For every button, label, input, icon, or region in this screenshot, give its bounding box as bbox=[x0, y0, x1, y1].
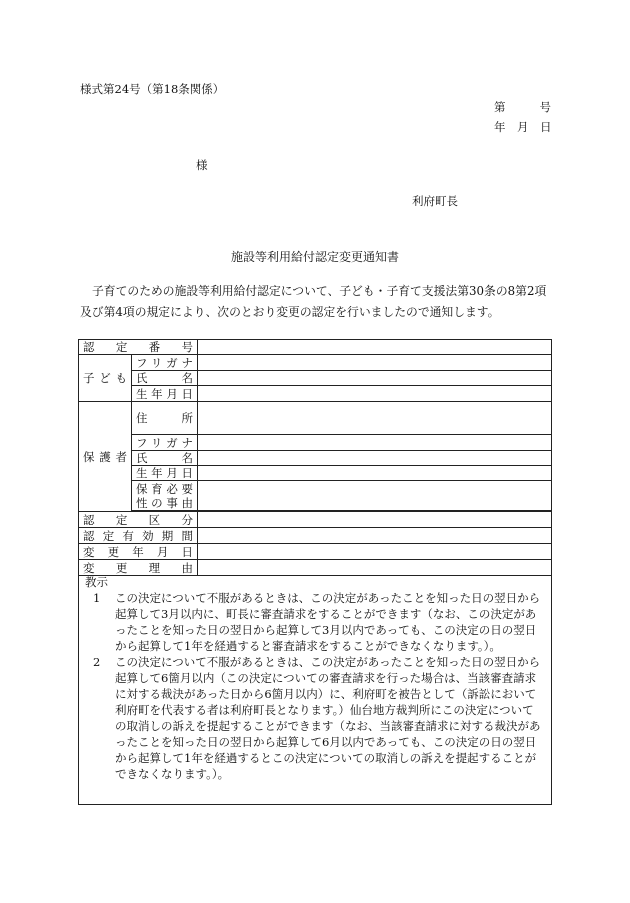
guardian-name-value bbox=[198, 451, 552, 466]
notes-section bbox=[78, 572, 552, 805]
child-birthdate-value bbox=[198, 386, 552, 402]
child-birthdate-label: 生年月日 bbox=[132, 386, 198, 402]
table-row bbox=[79, 371, 552, 386]
care-reason-label-line2: 性の事由 bbox=[136, 495, 193, 510]
table-row bbox=[79, 435, 552, 451]
guardian-birthdate-value bbox=[198, 466, 552, 481]
document-number-suffix: 号 bbox=[539, 100, 551, 114]
child-furigana-value bbox=[198, 355, 552, 371]
table-row bbox=[79, 402, 552, 435]
guardian-birthdate-label: 生年月日 bbox=[132, 466, 198, 481]
guardian-address-value bbox=[198, 402, 552, 435]
table-row bbox=[79, 451, 552, 466]
change-date-label: 変 更 年 月 日 bbox=[79, 544, 198, 560]
notes-heading: 教示 bbox=[85, 575, 108, 589]
note-item bbox=[93, 654, 543, 782]
guardian-name-label: 氏 名 bbox=[132, 451, 198, 466]
care-reason-value bbox=[198, 481, 552, 511]
care-reason-label-line1: 保育必要 bbox=[136, 481, 193, 496]
valid-period-value bbox=[198, 528, 552, 544]
note-number: 1 bbox=[93, 591, 101, 605]
document-number-prefix: 第 bbox=[494, 100, 506, 114]
table-row bbox=[79, 528, 552, 544]
table-row bbox=[79, 386, 552, 402]
note-number: 2 bbox=[93, 655, 101, 669]
table-row bbox=[79, 466, 552, 481]
guardian-address-label: 住 所 bbox=[132, 402, 198, 435]
guardian-group-label: 保護者 bbox=[79, 402, 132, 512]
cert-category-value bbox=[198, 512, 552, 528]
care-reason-label bbox=[132, 481, 198, 511]
document-title: 施設等利用給付認定変更通知書 bbox=[230, 250, 399, 264]
guardian-furigana-value bbox=[198, 435, 552, 451]
child-group-label: 子ども bbox=[79, 355, 132, 402]
table-row bbox=[79, 512, 552, 528]
table-row bbox=[79, 355, 552, 371]
table-row bbox=[79, 340, 552, 355]
issuer-name: 利府町長 bbox=[412, 194, 458, 208]
child-furigana-label: フリガナ bbox=[132, 355, 198, 371]
document-date: 年 月 日 bbox=[494, 120, 552, 134]
body-paragraph: 子育てのための施設等利用給付認定について、子ども・子育て支援法第30条の8第2項及び第4項の規定により、次のとおり変更の認定を行いましたので通知します。 bbox=[80, 284, 547, 319]
change-reason-label: 変 更 理 由 bbox=[79, 560, 198, 576]
note-text: この決定について不服があるときは、この決定があったことを知った日の翌日から起算して6箇月以内（この決定についての審査請求を行った場合は、当該審査請求に対する裁決があった日から6箇月以内）に、利府町を被告として（訴訟において利府町を代表する者は利府町長となります。）仙台地方裁判所にこの決定についての取消しの訴えを提起することができます（なお、当該審査請求に対する裁決があったことを知った日の翌日から起算して6月以内であっても、この決定の日の翌日から起算して1年を経過するとこの決定についての取消しの訴えを提起することができなくなります。）。 bbox=[115, 655, 541, 781]
cert-category-label: 認 定 区 分 bbox=[79, 512, 198, 528]
change-date-value bbox=[198, 544, 552, 560]
note-item bbox=[93, 590, 543, 654]
table-row bbox=[79, 544, 552, 560]
child-name-value bbox=[198, 371, 552, 386]
note-text: この決定について不服があるときは、この決定があったことを知った日の翌日から起算して3月以内に、町長に審査請求をすることができます（なお、この決定があったことを知った日の翌日から起算して3月以内であっても、この決定の日の翌日から起算して1年を経過すると審査請求をすることができなくなります。）。 bbox=[115, 591, 541, 653]
cert-number-label: 認 定 番 号 bbox=[79, 340, 198, 355]
table-row bbox=[79, 481, 552, 511]
addressee-suffix: 様 bbox=[196, 158, 208, 172]
valid-period-label: 認定有効期間 bbox=[79, 528, 198, 544]
guardian-furigana-label: フリガナ bbox=[132, 435, 198, 451]
child-name-label: 氏 名 bbox=[132, 371, 198, 386]
form-number: 様式第24号（第18条関係） bbox=[80, 82, 225, 96]
certification-table bbox=[78, 339, 552, 576]
document-number-line bbox=[494, 99, 551, 115]
cert-number-value bbox=[198, 340, 552, 355]
